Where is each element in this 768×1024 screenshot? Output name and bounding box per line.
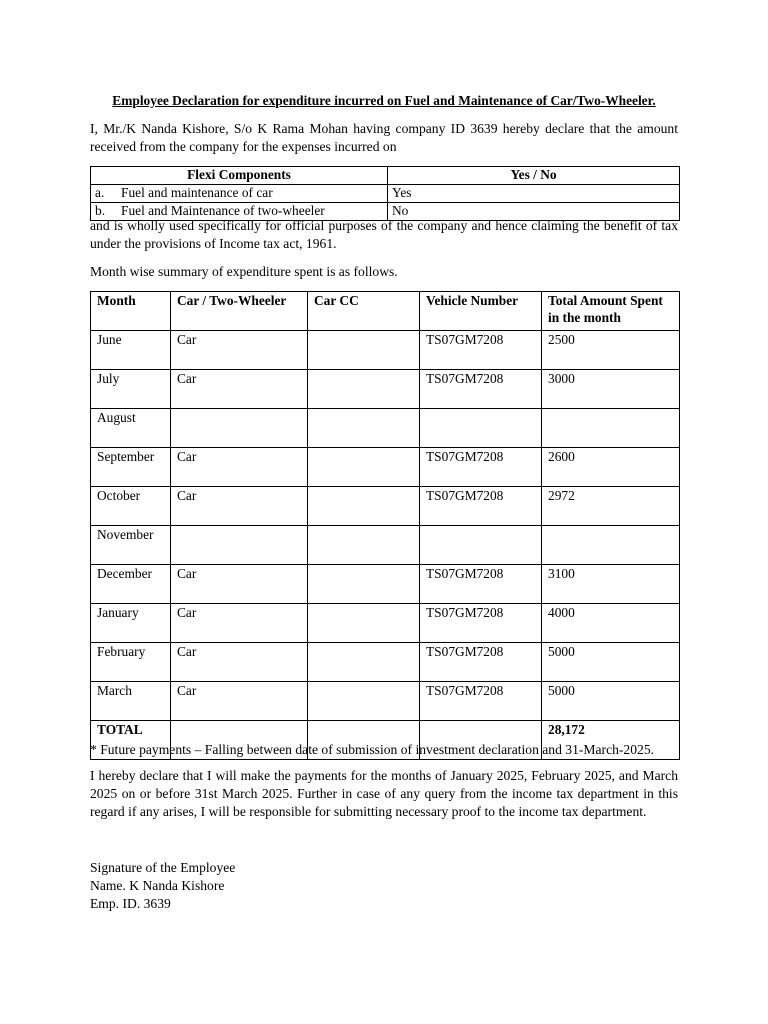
car-cc-cell	[308, 643, 420, 682]
vehicle-number-cell	[420, 526, 542, 565]
month-cell: June	[91, 331, 171, 370]
vehicle-type-cell: Car	[171, 331, 308, 370]
header-vehicle-number: Vehicle Number	[420, 292, 542, 331]
vehicle-number-cell: TS07GM7208	[420, 565, 542, 604]
amount-cell: 5000	[542, 643, 680, 682]
car-cc-cell	[308, 487, 420, 526]
monthly-header-row	[91, 292, 680, 331]
flexi-index: a.	[95, 185, 105, 200]
month-cell: March	[91, 682, 171, 721]
flexi-header-answer: Yes / No	[388, 167, 680, 185]
vehicle-type-cell: Car	[171, 448, 308, 487]
car-cc-cell	[308, 682, 420, 721]
header-total-amount: Total Amount Spent in the month	[542, 292, 680, 331]
flexi-component: Fuel and Maintenance of two-wheeler	[121, 203, 325, 218]
table-row	[91, 409, 680, 448]
table-row	[91, 331, 680, 370]
table-row	[91, 565, 680, 604]
amount-cell: 2600	[542, 448, 680, 487]
employee-id: Emp. ID. 3639	[90, 896, 171, 911]
vehicle-number-cell: TS07GM7208	[420, 448, 542, 487]
table-row	[91, 604, 680, 643]
vehicle-type-cell	[171, 526, 308, 565]
car-cc-cell	[308, 370, 420, 409]
vehicle-type-cell	[171, 409, 308, 448]
vehicle-number-cell: TS07GM7208	[420, 487, 542, 526]
table-row	[91, 643, 680, 682]
vehicle-number-cell: TS07GM7208	[420, 682, 542, 721]
flexi-component: Fuel and maintenance of car	[121, 185, 273, 200]
usage-statement: and is wholly used specifically for official purposes of the company and hence claiming the benefit of tax under the provisions of Income tax act, 1961.	[90, 218, 678, 251]
car-cc-cell	[308, 565, 420, 604]
car-cc-cell	[308, 526, 420, 565]
flexi-row	[91, 185, 680, 203]
vehicle-type-cell: Car	[171, 487, 308, 526]
flexi-answer: Yes	[388, 185, 680, 203]
month-cell: September	[91, 448, 171, 487]
vehicle-number-cell	[420, 409, 542, 448]
future-payments-note: * Future payments – Falling between date of submission of investment declaration and 31-March-2025.	[90, 742, 655, 757]
table-row	[91, 487, 680, 526]
document-title: Employee Declaration for expenditure incurred on Fuel and Maintenance of Car/Two-Wheeler.	[112, 93, 656, 108]
vehicle-type-cell: Car	[171, 604, 308, 643]
table-row	[91, 448, 680, 487]
header-month: Month	[91, 292, 171, 331]
amount-cell	[542, 409, 680, 448]
amount-cell: 5000	[542, 682, 680, 721]
month-cell: December	[91, 565, 171, 604]
month-cell: July	[91, 370, 171, 409]
flexi-header-row	[91, 167, 680, 185]
intro-paragraph: I, Mr./K Nanda Kishore, S/o K Rama Mohan having company ID 3639 hereby declare that the amount received from the company for the expenses incurred on	[90, 121, 678, 154]
month-cell: August	[91, 409, 171, 448]
month-cell: November	[91, 526, 171, 565]
vehicle-type-cell: Car	[171, 370, 308, 409]
flexi-header-component: Flexi Components	[91, 167, 388, 185]
car-cc-cell	[308, 448, 420, 487]
vehicle-type-cell: Car	[171, 565, 308, 604]
car-cc-cell	[308, 604, 420, 643]
vehicle-type-cell: Car	[171, 643, 308, 682]
table-row	[91, 370, 680, 409]
amount-cell: 3100	[542, 565, 680, 604]
vehicle-number-cell: TS07GM7208	[420, 331, 542, 370]
summary-intro: Month wise summary of expenditure spent is as follows.	[90, 264, 398, 279]
car-cc-cell	[308, 331, 420, 370]
amount-cell: 4000	[542, 604, 680, 643]
flexi-index: b.	[95, 203, 106, 218]
amount-cell: 2972	[542, 487, 680, 526]
amount-cell: 3000	[542, 370, 680, 409]
header-vehicle-type: Car / Two-Wheeler	[171, 292, 308, 331]
header-car-cc: Car CC	[308, 292, 420, 331]
vehicle-type-cell: Car	[171, 682, 308, 721]
vehicle-number-cell: TS07GM7208	[420, 643, 542, 682]
table-row	[91, 526, 680, 565]
flexi-answer: No	[388, 203, 680, 221]
declaration-paragraph: I hereby declare that I will make the payments for the months of January 2025, February 2025, and March 2025 on or before 31st March 2025. Further in case of any query from the income tax department in this regard if any arises, I will be responsible for submitting necessary proof to the income tax department.	[90, 768, 678, 819]
month-cell: January	[91, 604, 171, 643]
amount-cell: 2500	[542, 331, 680, 370]
flexi-components-table	[90, 166, 680, 221]
month-cell: October	[91, 487, 171, 526]
monthly-expenditure-table	[90, 291, 680, 760]
total-amount: 28,172	[542, 721, 680, 760]
month-cell: February	[91, 643, 171, 682]
signature-label: Signature of the Employee	[90, 860, 236, 875]
vehicle-number-cell: TS07GM7208	[420, 370, 542, 409]
vehicle-number-cell: TS07GM7208	[420, 604, 542, 643]
flexi-component-cell	[91, 185, 388, 203]
table-row	[91, 682, 680, 721]
amount-cell	[542, 526, 680, 565]
car-cc-cell	[308, 409, 420, 448]
total-label: TOTAL	[91, 721, 171, 760]
employee-name: Name. K Nanda Kishore	[90, 878, 225, 893]
